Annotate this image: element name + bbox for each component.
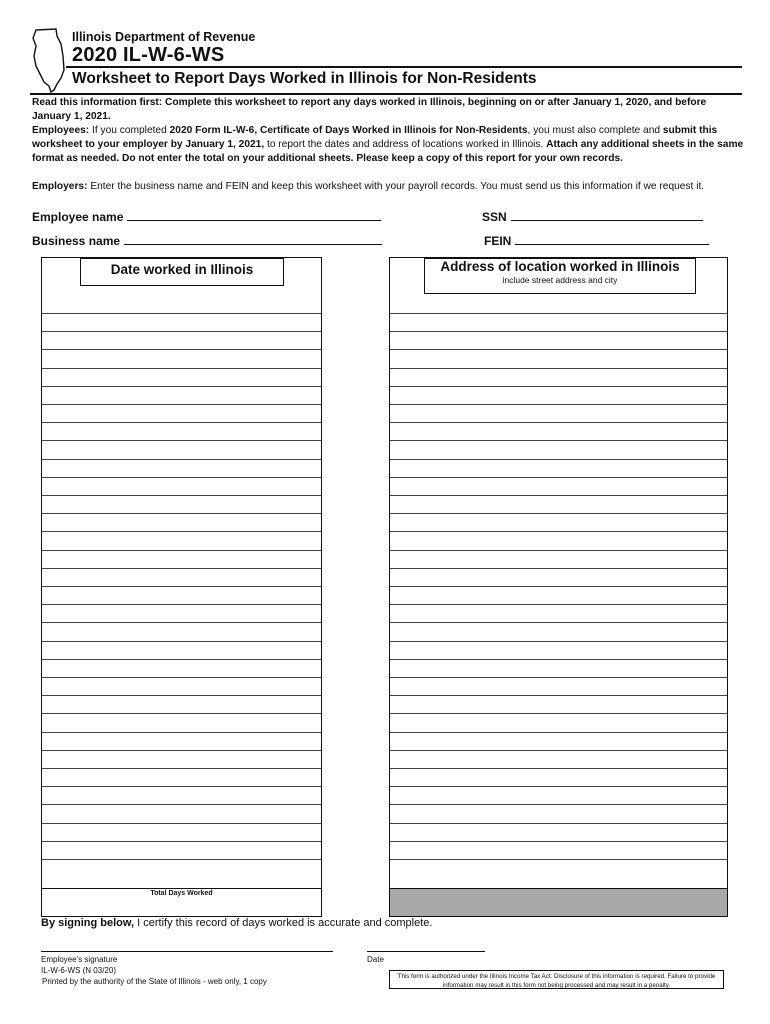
employee-name-field[interactable] bbox=[127, 209, 381, 221]
fein-label: FEIN bbox=[484, 234, 512, 248]
employees-text-f: Attach any additional sheets in the same format as needed. Do not enter the total on your additional sheets. Please keep a copy of this report for your own records. bbox=[32, 139, 744, 164]
entry-row-line[interactable] bbox=[390, 349, 727, 350]
entry-row-line[interactable] bbox=[390, 641, 727, 642]
employers-label: Employers: bbox=[32, 181, 88, 192]
entry-row-line[interactable] bbox=[42, 604, 321, 605]
entry-row-line[interactable] bbox=[42, 841, 321, 842]
certification-statement bbox=[41, 917, 432, 929]
entry-row-line[interactable] bbox=[42, 440, 321, 441]
address-subheader: include street address and city bbox=[502, 275, 618, 285]
date-worked-header: Date worked in Illinois bbox=[80, 258, 284, 286]
form-title: Worksheet to Report Days Worked in Illinois for Non-Residents bbox=[72, 70, 537, 87]
entry-row-line[interactable] bbox=[390, 422, 727, 423]
entry-row-line[interactable] bbox=[390, 550, 727, 551]
entry-row-line[interactable] bbox=[390, 695, 727, 696]
instructions-employees bbox=[32, 124, 744, 166]
entry-row-line[interactable] bbox=[42, 568, 321, 569]
entry-row-line[interactable] bbox=[42, 495, 321, 496]
cert-text: I certify this record of days worked is accurate and complete. bbox=[134, 917, 433, 929]
title-divider bbox=[66, 66, 742, 68]
entry-row-line[interactable] bbox=[390, 531, 727, 532]
employees-text-d: submit this worksheet to your employer by January 1, 2021, bbox=[32, 125, 718, 150]
department-name: Illinois Department of Revenue bbox=[72, 30, 256, 44]
entry-row-line[interactable] bbox=[390, 604, 727, 605]
address-header bbox=[424, 258, 696, 294]
employee-name-label: Employee name bbox=[32, 210, 124, 224]
entry-row-line[interactable] bbox=[390, 513, 727, 514]
entry-row-line[interactable] bbox=[390, 568, 727, 569]
entry-row-line[interactable] bbox=[42, 313, 321, 314]
entry-row-line[interactable] bbox=[42, 641, 321, 642]
address-column bbox=[389, 257, 728, 917]
signature-line[interactable] bbox=[41, 951, 333, 952]
entry-row-line[interactable] bbox=[42, 732, 321, 733]
entry-row-line[interactable] bbox=[390, 495, 727, 496]
entry-row-line[interactable] bbox=[42, 459, 321, 460]
entry-row-line[interactable] bbox=[42, 768, 321, 769]
entry-row-line[interactable] bbox=[42, 422, 321, 423]
entry-row-line[interactable] bbox=[390, 459, 727, 460]
signature-label: Employee’s signature bbox=[41, 955, 118, 964]
entry-row-line[interactable] bbox=[42, 477, 321, 478]
employees-text-a: If you completed bbox=[89, 125, 170, 136]
date-label: Date bbox=[367, 955, 384, 964]
employees-text-e: to report the dates and address of locations worked in Illinois. bbox=[264, 139, 547, 150]
entry-row-line[interactable] bbox=[42, 550, 321, 551]
entry-row-line[interactable] bbox=[390, 622, 727, 623]
total-days-worked-cell[interactable] bbox=[42, 888, 321, 916]
illinois-state-outline-icon bbox=[30, 26, 70, 94]
entry-row-line[interactable] bbox=[390, 368, 727, 369]
fein-field[interactable] bbox=[515, 233, 709, 245]
entry-row-line[interactable] bbox=[42, 859, 321, 860]
entry-row-line[interactable] bbox=[42, 750, 321, 751]
ssn-label: SSN bbox=[482, 210, 507, 224]
entry-row-line[interactable] bbox=[42, 386, 321, 387]
entry-row-line[interactable] bbox=[390, 750, 727, 751]
entry-row-line[interactable] bbox=[390, 732, 727, 733]
entry-row-line[interactable] bbox=[42, 349, 321, 350]
business-name-row bbox=[32, 232, 382, 250]
form-code: IL-W-6-WS (N 03/20) bbox=[41, 966, 116, 975]
entry-row-line[interactable] bbox=[42, 713, 321, 714]
entry-row-line[interactable] bbox=[390, 823, 727, 824]
employee-name-row bbox=[32, 208, 381, 226]
entry-row-line[interactable] bbox=[42, 331, 321, 332]
entry-row-line[interactable] bbox=[390, 659, 727, 660]
entry-row-line[interactable] bbox=[42, 695, 321, 696]
entry-row-line[interactable] bbox=[390, 440, 727, 441]
entry-row-line[interactable] bbox=[390, 477, 727, 478]
date-worked-column bbox=[41, 257, 322, 917]
header-divider bbox=[30, 93, 742, 95]
entry-row-line[interactable] bbox=[42, 786, 321, 787]
business-name-field[interactable] bbox=[124, 233, 382, 245]
entry-row-line[interactable] bbox=[390, 713, 727, 714]
address-header-label: Address of location worked in Illinois bbox=[440, 259, 680, 274]
instructions-intro: Read this information first: Complete this worksheet to report any days worked in Illinois, beginning on or after January 1, 2020, and before January 1, 2021. bbox=[32, 97, 707, 122]
entry-row-line[interactable] bbox=[390, 786, 727, 787]
entry-row-line[interactable] bbox=[42, 622, 321, 623]
employees-text-b: 2020 Form IL-W-6, Certificate of Days Worked in Illinois for Non-Residents bbox=[169, 125, 528, 136]
date-line[interactable] bbox=[367, 951, 485, 952]
entry-row-line[interactable] bbox=[42, 531, 321, 532]
employees-label: Employees: bbox=[32, 125, 90, 136]
printed-authority: Printed by the authority of the State of Illinois - web only, 1 copy bbox=[42, 977, 267, 986]
entry-row-line[interactable] bbox=[42, 513, 321, 514]
entry-row-line[interactable] bbox=[390, 804, 727, 805]
entry-row-line[interactable] bbox=[390, 386, 727, 387]
disclosure-notice: This form is authorized under the Illinois Income Tax Act. Disclosure of this information is required. Failure to provide information may result in this form not being processed and may result in a penalty. bbox=[389, 970, 724, 989]
entry-row-line[interactable] bbox=[42, 404, 321, 405]
ssn-field[interactable] bbox=[511, 209, 703, 221]
entry-row-line[interactable] bbox=[390, 859, 727, 860]
entry-row-line[interactable] bbox=[42, 677, 321, 678]
address-total-shaded-cell bbox=[390, 888, 727, 916]
form-number: 2020 IL-W-6-WS bbox=[72, 44, 225, 66]
business-name-label: Business name bbox=[32, 234, 121, 248]
entry-row-line[interactable] bbox=[42, 659, 321, 660]
entry-row-line[interactable] bbox=[42, 368, 321, 369]
fein-row bbox=[484, 232, 709, 250]
entry-row-line[interactable] bbox=[390, 331, 727, 332]
entry-row-line[interactable] bbox=[390, 313, 727, 314]
total-days-worked-label: Total Days Worked bbox=[150, 890, 213, 897]
entry-row-line[interactable] bbox=[390, 841, 727, 842]
entry-row-line[interactable] bbox=[390, 586, 727, 587]
cert-bold: By signing below, bbox=[41, 917, 135, 929]
ssn-row bbox=[482, 208, 703, 226]
entry-row-line[interactable] bbox=[42, 586, 321, 587]
employers-text: Enter the business name and FEIN and keep this worksheet with your payroll records. You must send us this information if we request it. bbox=[87, 181, 705, 192]
entry-row-line[interactable] bbox=[390, 404, 727, 405]
entry-row-line[interactable] bbox=[390, 677, 727, 678]
employees-text-c: , you must also complete and bbox=[527, 125, 663, 136]
entry-row-line[interactable] bbox=[42, 804, 321, 805]
instructions-employers bbox=[32, 180, 744, 194]
entry-row-line[interactable] bbox=[42, 823, 321, 824]
entry-row-line[interactable] bbox=[390, 768, 727, 769]
